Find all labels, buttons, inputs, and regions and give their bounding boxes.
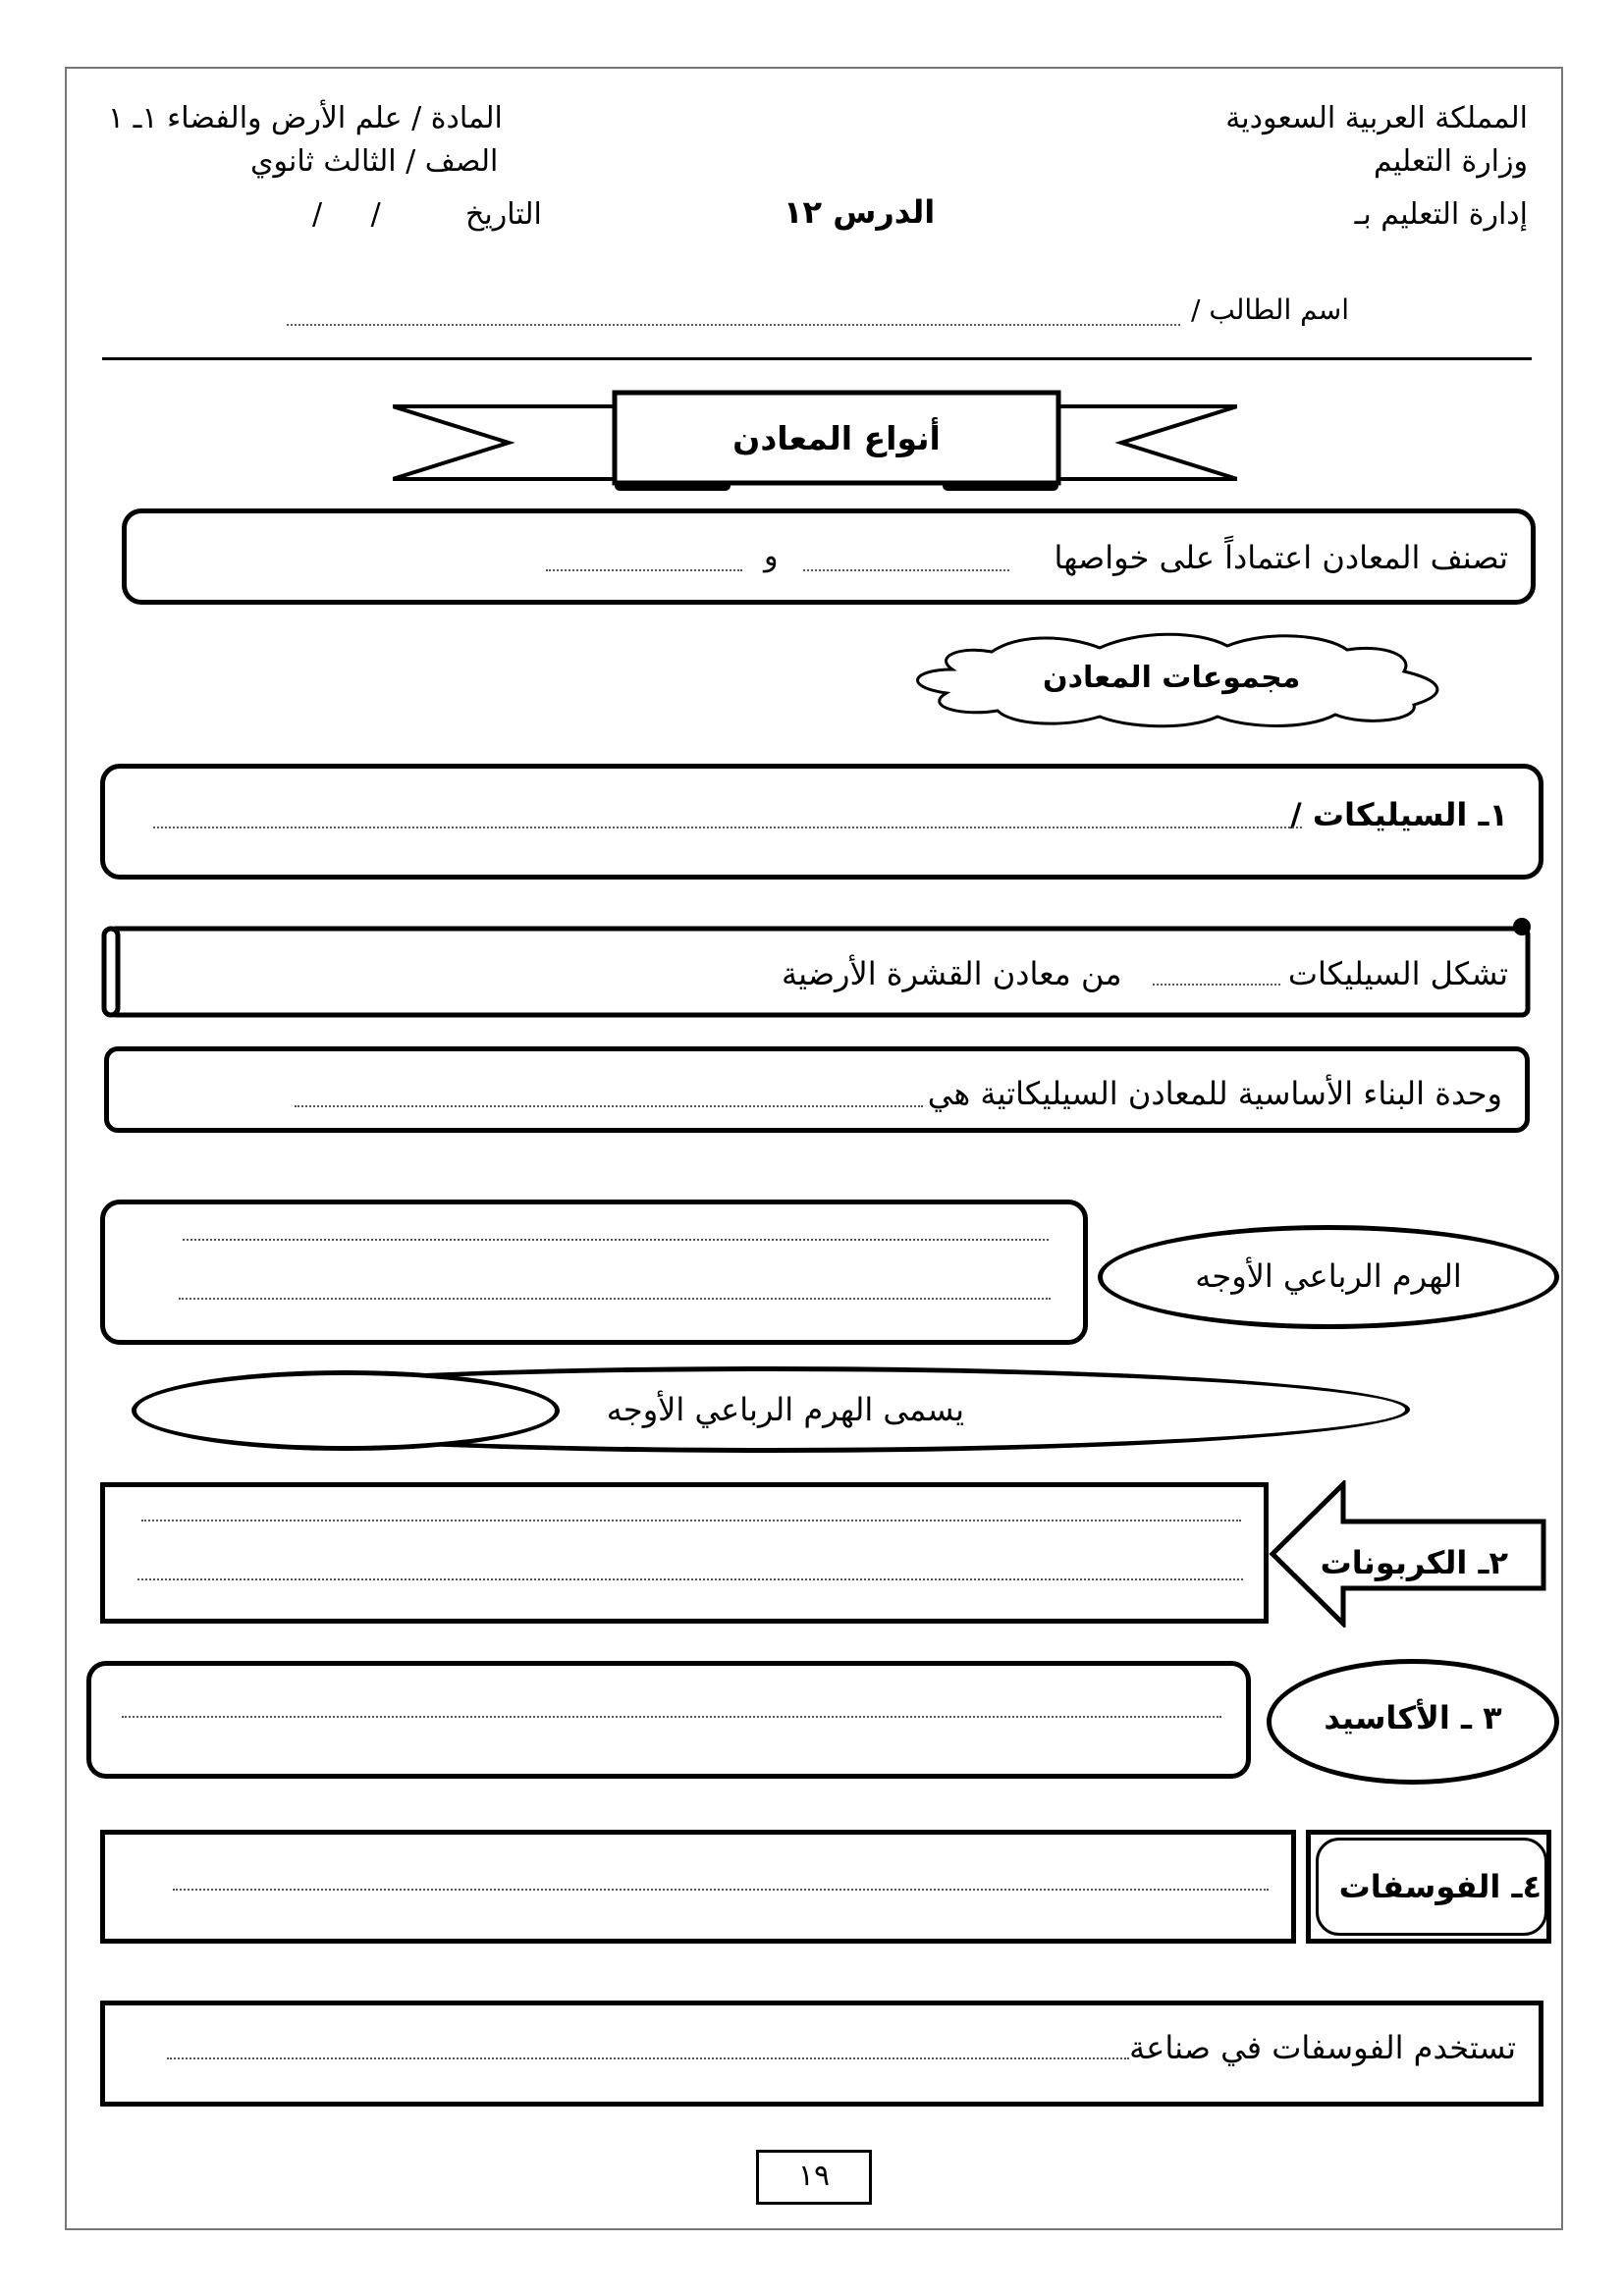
date-slashes: / /: [312, 197, 381, 232]
tetrahedron-answer-box: [100, 1200, 1088, 1345]
phosphates-use-blank[interactable]: [167, 2057, 1129, 2059]
groups-cloud-label: مجموعات المعادن: [1043, 661, 1301, 695]
tetrahedron-line-2[interactable]: [179, 1298, 1051, 1300]
building-unit-text: وحدة البناء الأساسية للمعادن السيليكاتية هي: [927, 1075, 1502, 1112]
silicates-heading: ١ـ السيليكات /: [1290, 796, 1508, 833]
carbonates-line-1[interactable]: [141, 1520, 1241, 1522]
directorate-label: إدارة التعليم بـ: [1354, 197, 1528, 232]
scroll-text-end: من معادن القشرة الأرضية: [782, 955, 1122, 992]
header-divider: [102, 357, 1532, 360]
classification-connector: و: [764, 539, 779, 573]
classification-text: تصنف المعادن اعتماداً على خواصها: [1054, 539, 1508, 576]
tetrahedron-line-1[interactable]: [183, 1239, 1049, 1241]
page-number: ١٩: [797, 2159, 831, 2193]
oxides-answer-box: [86, 1661, 1251, 1779]
carbonates-answer-box: [100, 1482, 1269, 1624]
classification-blank-1[interactable]: [803, 569, 1009, 571]
phosphates-heading: ٤ـ الفوسفات: [1338, 1868, 1542, 1905]
phosphates-answer-box: [100, 1830, 1296, 1944]
carbonates-heading: ٢ـ الكربونات: [1320, 1544, 1508, 1581]
phosphates-use-text: تستخدم الفوسفات في صناعة: [1129, 2029, 1516, 2066]
subject-label: المادة / علم الأرض والفضاء ١ـ ١: [108, 101, 503, 135]
silicates-definition-line[interactable]: [153, 827, 1302, 828]
building-unit-blank[interactable]: [295, 1105, 923, 1107]
grade-label: الصف / الثالث ثانوي: [250, 144, 499, 179]
scroll-blank[interactable]: [1153, 984, 1280, 986]
tetra-called-text: يسمى الهرم الرباعي الأوجه: [606, 1391, 964, 1428]
tetrahedron-label: الهرم الرباعي الأوجه: [1195, 1257, 1462, 1295]
oxides-line[interactable]: [122, 1716, 1221, 1718]
tetra-called-answer-oval[interactable]: [132, 1370, 560, 1451]
student-name-line[interactable]: [287, 324, 1180, 326]
carbonates-line-2[interactable]: [137, 1578, 1243, 1580]
lesson-title: الدرس ١٢: [784, 193, 936, 231]
date-label: التاريخ: [465, 197, 542, 232]
kingdom-label: المملكة العربية السعودية: [1225, 101, 1528, 135]
oxides-heading: ٣ ـ الأكاسيد: [1324, 1699, 1502, 1736]
ministry-label: وزارة التعليم: [1373, 144, 1528, 179]
scroll-text-start: تشكل السيليكات: [1287, 955, 1508, 992]
banner-title: أنواع المعادن: [732, 419, 941, 457]
phosphates-line[interactable]: [173, 1889, 1269, 1891]
student-name-label: اسم الطالب /: [1191, 294, 1349, 326]
classification-blank-2[interactable]: [546, 569, 742, 571]
